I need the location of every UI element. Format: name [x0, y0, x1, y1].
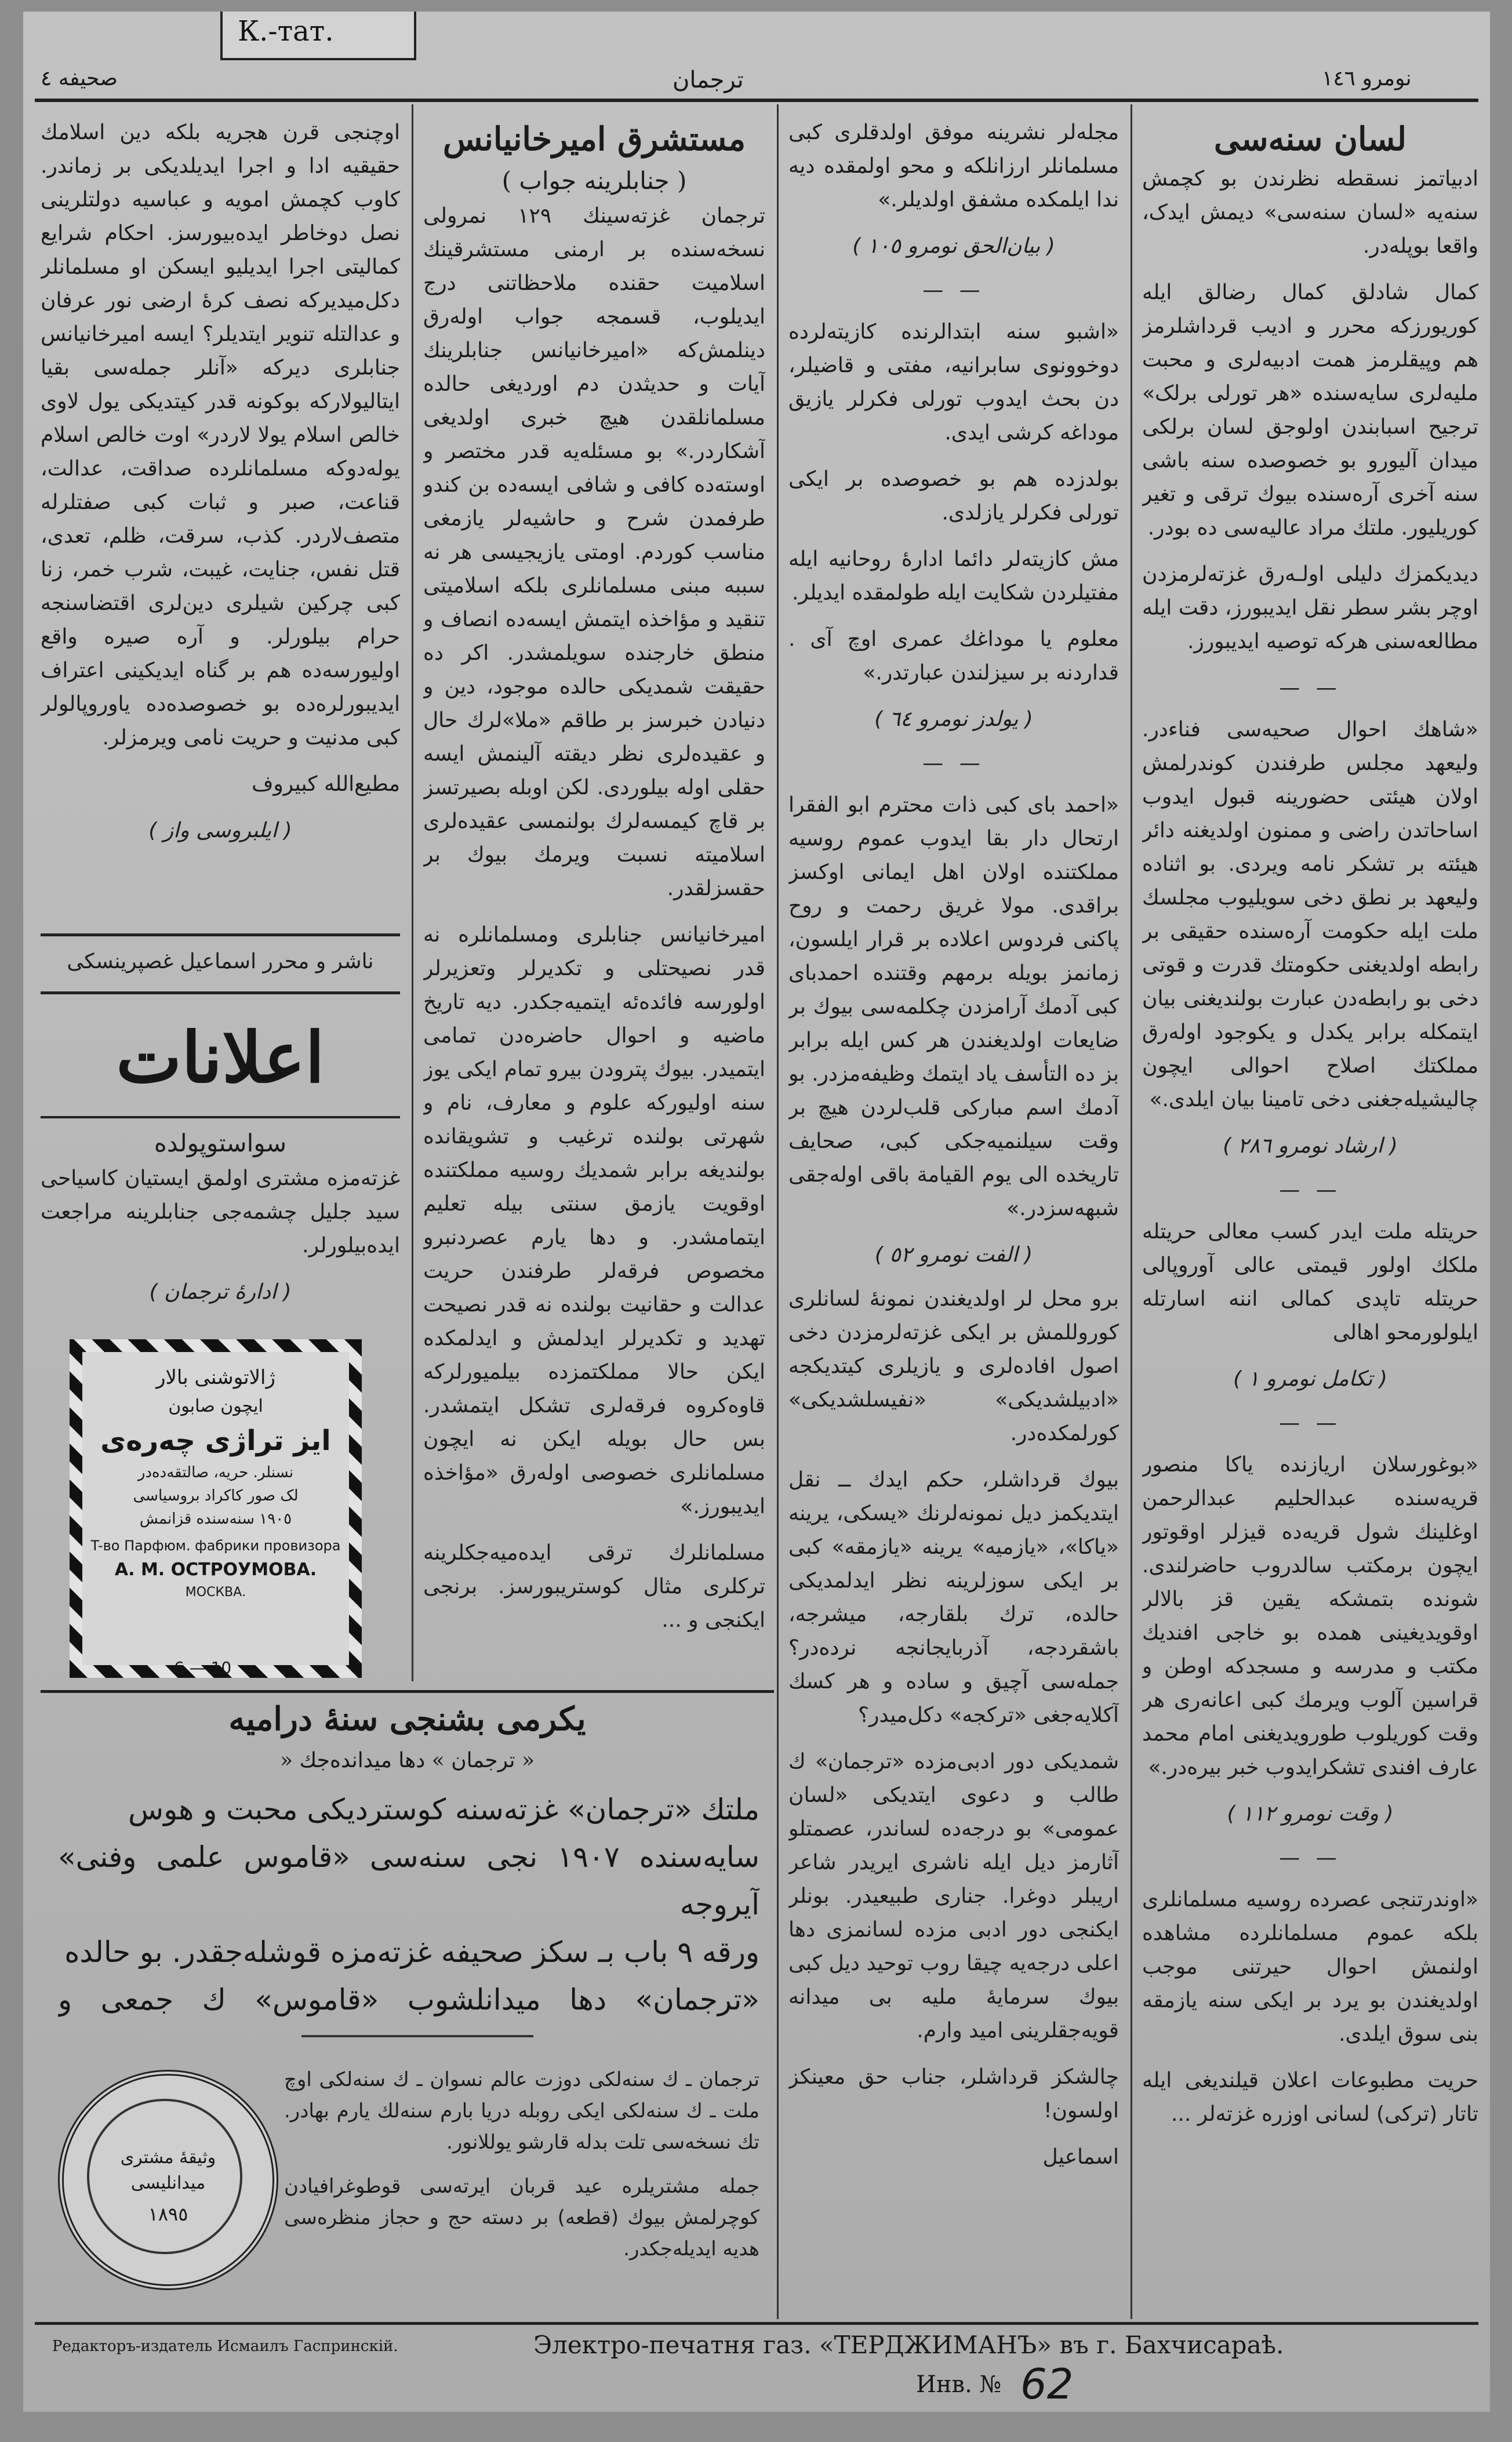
- masthead-title: ترجمان: [673, 67, 744, 93]
- ad-line: ایچون صابون: [168, 1396, 263, 1416]
- article-paragraph: «احمد بای کبی ذات محترم ابو الفقرا ارتحال دار بقا ایدوب عموم روسیه مملکتنده اولان اهل ایمانی اوکسز براقدی. مولا غریق رحمت و روح پاکنی فردوس اعلاده بر قرار ایلسون، زمانمز بویله برمهم وقتنده احمدبای کبی آدمك آرامزدن چکلمه‌سی بیوك بر ضایعات اولدیغندن هر کس ایله برابر بز ده التأسف یاد ایتمك وظیفه‌مزدر. بو آدمك اسم مبارکی قلب‌لردن هیچ بر وقت سیلنمیه‌جکی کبی، صحایف تاریخده الی یوم القیامة باقی اوله‌جقی شبهه‌سزدر.»: [788, 793, 1119, 1220]
- announcement-line: ورقه ٩ باب بـ سکز صحیفه غزته‌مزه قوشله‌جقدر. بو حالده: [64, 1935, 759, 1969]
- archive-label: Инв. №: [916, 2371, 1002, 2398]
- separator: — —: [1279, 1411, 1342, 1435]
- article-paragraph: بولدزده هم بو خصوصده بر ایکی تورلی فکرلر یازلدی.: [788, 467, 1119, 525]
- article-paragraph: «شاهك احوال صحیه‌سی فناءدر. ولیعهد مجلس طرفندن کوندرلمش اولان هیئتی حضورینه قبول ایدوب اساحاتدن راضی و ممنون اولدیغنه دائر هیئته بر تشکر نامه ویردی. بو اثناده ولیعهد بر نطق دخی سویلیوب مجلسك ملت ایله حکومت آره‌سنده حقیقی بر رابطه اولدیغنی حکومتك قدرت و قوتی دخی بو رابطه‌دن عبارت بولندیغنی بیان ایتمکله برابر یکدل و یکوجود اوله‌رق مملکتك اصلاح احوالی ایچون چالیشیله‌جغنی دخی تامینا بیان ایلدی.»: [1142, 718, 1478, 1111]
- column-rule: [1131, 104, 1132, 2319]
- column-1-title: لسان سنه‌سی: [1213, 120, 1407, 158]
- author-signature: مطیع‌الله کبیروف: [252, 772, 400, 796]
- source-citation: ( یولدز نومرو ٦٤ ): [874, 707, 1033, 731]
- article-paragraph: مجله‌لر نشرینه موفق اولدقلری کبی مسلمانلر ارزانلکه و محو اولمقده دیه ندا ایلمکده مشفق اولدیلر.»: [788, 121, 1119, 212]
- ad-product-name: ایز تراژی چه‌ره‌ی: [100, 1424, 331, 1457]
- archive-number: 62: [1020, 2360, 1074, 2408]
- poem: حریتله ملت ایدر کسب معالی حریتله ملکك اولور قیمتی عالی آوروپالی حریتله تاپدی کمالی اننه اسارتله ایلولورمحو اهالی: [1142, 1220, 1478, 1344]
- article-paragraph: بیوك قرداشلر، حکم ایدك ــ نقل ایتدیکمز دیل نمونه‌لرنك «یسکی، یرینه «یاکا»، «یازمیه» یرینه «یازمقه» کبی بر ایکی سوزلرینه نظر ایدلمدیکی حالده، ترك بلقارجه، میشرجه، باشقردجه، آذربایجانجه نرده‌در؟ جمله‌سی آچیق و ساده و هر کسك آکلایه‌جغی «ترکجه» دکل‌میدر؟: [788, 1468, 1119, 1727]
- ad-line: ژالاتوشنی بالار: [156, 1366, 275, 1389]
- article-paragraph: معلوم یا موداغك عمری اوچ آی . قداردنه بر سیزلندن عبارتدر.»: [788, 627, 1119, 685]
- ad-maker: T-во Парфюм. фабрики провизора: [90, 1538, 341, 1554]
- article-paragraph: کمال شادلق کمال رضالق ایله کوریورزکه محرر و ادیب قرداشلرمز هم وپیقلرمز همت ادبیه‌لری و محبت ملیه‌لری سایه‌سنده «هر تورلی برلک» ترجیح اسبابندن اولوجق لسان برلکی میدان آلیورو بو خصوصده سنه باشی سنه آخری آره‌سنده بیوك ترقی و تغیر کوریلیور. ملتك مراد عالیه‌سی ده بودر.: [1142, 281, 1478, 540]
- source-citation: ( تکامل نومرو ١ ): [1233, 1367, 1387, 1391]
- article-paragraph: ترجمان غزته‌سینك ١٢٩ نمرولی نسخه‌سنده بر ارمنی مستشرقینك اسلامیت حقنده ملاحظاتنی درج ایدیلوب، قسمجه جواب اوله‌رق دینلمش‌که «امیرخانیانس جنابلرینك آیات و حدیثدن دم اوردیغی حالده مسلمانلقدن هیچ خبری اولدیغی آشکاردر.» بو مسئله‌یه قدر مختصر و اوسته‌ده کافی و شافی ایسه‌ده بن کندو طرفمدن شرح و حاشیه‌لر یازمغی مناسب کوردم. اومتی یازیجیسی هر نه سببه مبنی مسلمانلری بلکه اسلامیتی تنقید و مؤاخذه ایتمش ایسه‌ده انصاف و منطق خارجنده سویلمشدر. اکر ده حقیقت شمدیکی حالده موجود، دین و دنیادن خبرسز بر طاقم «ملا»لرك حال و عقیده‌لری نظر دیقته آلینمش ایسه حقلی اوله بیلوردی. لکن اوبله بصیرتسز بر قاچ کیمسه‌لرك بولنمسی عقیده‌لری اسلامیته نسبت ویرمك بیوك بر حقسزلقدر.: [423, 204, 765, 900]
- notice-signature: ( ادارهٔ ترجمان ): [149, 1280, 292, 1304]
- article-paragraph: برو محل لر اولدیغندن نمونهٔ لسانلری کوروللمش بر ایکی غزته‌لرمزدن دخی اصول افاده‌لری و یازیلری کیتدیکجه «ادبیلشدیکی» «نفیسلشدیکی» کورلمکده‌در.: [788, 1287, 1119, 1445]
- source-citation: ( الفت نومرو ٥٢ ): [874, 1243, 1033, 1267]
- issue-number: نومرو ١٤٦: [1322, 67, 1412, 90]
- article-paragraph: شمدیکی دور ادبی‌مزده «ترجمان» ك طالب و دعوی ایتدیکی «لسان عمومی» بو درجه‌ده لساندر، عصمتلو آثارمز دیل ایله ناشری ایریدر شاعر اریبلر دوغرا. جناری طبیعیدر. بونلر ایکنجی دور ادبی مزده لسانمزی دها اعلی درجه‌یه چیقا روب توحید دیل کبی بیوك سرمایهٔ ملیه بی میدانه قویه‌جقلرینی امید وارم.: [788, 1750, 1119, 2043]
- column-4: [41, 116, 400, 916]
- article-paragraph: مش کازیته‌لر دائما ادارهٔ روحانیه ایله مفتیلردن شکایت ایله طولمقده ایدیلر.: [788, 547, 1119, 605]
- section-rule: [41, 1690, 774, 1693]
- column-3: [423, 116, 765, 1681]
- library-stamp: [220, 12, 416, 60]
- ad-code: 6 — 10: [174, 1658, 232, 1677]
- article-paragraph: امیرخانیانس جنابلری ومسلمانلره نه قدر نصیحتلی و تکدیرلر وتعزیرلر اولورسه فائده‌ئه ایتمیه‌جکدر. دیه تاریخ ماضیه و احوال حاضره‌دن تمامی ایتمیدر. بیوك پترودن بیرو تمام ایکی یوز سنه اولیورکه علوم و معارف، نام و شهرتی بولنده ترغیب و تشویقانده بولندیغه برابر شمدیك روسیه مملکتنده اوقویت یازمق سنتی بیله تعلیم ایتمامشدر. و دها یارم عصردنبرو مخصوص فرقه‌لر طرفندن حریت عدالت و حقانیت بولنده نه قدر نصیحت تهدید و تکدیرلر ایدلمش و ایدلمکده ایکن حالا مملکتمزده بیلمیورلرکه قاوه‌کروه فرقه‌لری تشکل ایتمشدر. بس حال بویله ایکن نه ایچون مسلمانلری خصوصی اوله‌رق «مؤاخذه ایدیبورز.»: [423, 923, 765, 1518]
- publisher-line: ناشر و محرر اسماعیل غصپرینسکی: [67, 950, 374, 973]
- subscription-gift: جمله مشتریلره عید قربان ایرته‌سی قوطوغرافیادن کوچرلمش بیوك (قطعه) بر دسته حج و حجاز منظره‌سی هدیه ایدیله‌جکدر.: [284, 2175, 759, 2261]
- signature: اسماعیل: [1042, 2145, 1119, 2169]
- announcement-body: [58, 1786, 759, 2029]
- section-rule: [41, 1116, 400, 1118]
- soap-advertisement: [70, 1339, 362, 1678]
- editor-imprint: Редакторъ-издатель Исмаилъ Гаспринскiй.: [52, 2338, 398, 2355]
- ad-city: МОСКВА.: [185, 1585, 246, 1600]
- announcement-line: ملتك «ترجمان» غزته‌سنه کوستردیکی محبت و هوس: [128, 1793, 759, 1826]
- announcement-line: «ترجمان» دها میدانلشوب «قاموس» ك جمعی و: [58, 1983, 759, 2016]
- section-rule: [41, 991, 400, 994]
- article-paragraph: دیدیکمزك دلیلی اولـه‌رق غزته‌لرمزدن اوچر بشر سطر نقل ایدیبورز، دقت ایله مطالعه‌سنی هرکه توصیه ایدیبورز.: [1142, 562, 1478, 653]
- article-paragraph: اوچنجی قرن هجریه بلکه دین اسلامك حقیقیه ادا و اجرا ایدیلدیکی بر زماندر. کاوب کچمش امویه و عباسیه دولتلرینی نصل دوخاطر ایده‌بیورسز. احکام شرایع کمالیتی اجرا ایدیلیو ایسکن او مسلمانلر دکل‌میدیرکه نصف کرهٔ ارضی نور عرفان و عدالتله تنویر ایتدیلر؟ ایسه امیرخانیانس جنابلری دیرکه «آنلر جمله‌سی بقیا ایتالیولارکه بوکونه قدر کیتدیکی یول لاوی خالص اسلام یولا لاردر» اوت خالص اسلام یوله‌دوکه مسلمانلرده صداقت، عدالت، قناعت، صبر و ثبات کبی صفتلرله متصف‌لاردر. کذب، سرقت، ظلم، تعدی، قتل نفس، جنایت، غیبت، شرب خمر، زنا کبی چرکین شیلری دین‌لری اقتضاسنجه حرام بیلورلر. و آره صیره واقع اولیورسه‌ده هم بر گناه ایدیکینی اعتراف ایدیبورلره‌ده بو خصوصده‌ده یاوروپالولر کبی مدنیت و حریت نامی ویرمزلر.: [41, 121, 400, 750]
- page-number-label: صحیفه ٤: [41, 67, 118, 90]
- announcement-title: یکرمی بشنجی سنهٔ درامیه: [228, 1700, 586, 1738]
- announcement-subtitle: « ترجمان » دها میدانده‌جك «: [279, 1749, 535, 1772]
- ad-maker-name: А. М. ОСТРОУМОВА.: [114, 1560, 317, 1580]
- source-citation: ( ارشاد نومرو ٢٨٦ ): [1223, 1134, 1398, 1158]
- article-paragraph: «بوغورسلان اریازنده یاکا منصور قریه‌سنده عبدالحلیم عبدالرحمن اوغلینك شول قریه‌ده قیزلر اوقوتور ایچون برمکتب سالدروب حاضرلندی. شونده بتمشکه یقین قز بالالر اوقویدیغینی همده بو خاجی افندیك مکتب و مدرسه و مسجدکه اوطن و قراسین آلوب ویرمك کبی اعانه‌ری هر وقت کوریلوب طورویدیغنی امام محمد عارف افندی تشکرایدوب خبر بیره‌در.»: [1142, 1453, 1478, 1779]
- press-imprint: Электро-печатня газ. «ТЕРДЖИМАНЪ» въ г. Бахчисараѣ.: [533, 2331, 1284, 2359]
- column-rule: [412, 104, 413, 1681]
- subscription-prices: ترجمان ـ ك سنه‌لکی دوزت عالم نسوان ـ ك سنه‌لکی اوچ ملت ـ ك سنه‌لکی ایکی روبله دریا بارم سنه‌لك یارم بهادر. تك نسخه‌سی تلت بدله قارشو یوللانور.: [284, 2068, 759, 2154]
- subscription-details: [284, 2064, 759, 2307]
- notices-heading: اعلانات: [116, 1017, 325, 1099]
- footer-rule: [35, 2322, 1478, 2325]
- article-paragraph: چالشکز قرداشلر، جناب حق معینکز اولسون!: [788, 2065, 1119, 2123]
- separator: — —: [1279, 676, 1342, 700]
- article-paragraph: «اشبو سنه ابتدالرنده کازیته‌لرده دوخوونوی سابرانیه، مفتی و قاضیلر، دن بحث ایدوب تورلی فکرلر یازیق موداغه کرشی ایدی.: [788, 320, 1119, 445]
- column-3-title: مستشرق امیرخانیانس: [442, 120, 746, 158]
- column-1: [1142, 116, 1478, 2313]
- notices-body: [41, 1125, 400, 1322]
- section-rule: [41, 933, 400, 936]
- ad-line: نسنلر. حریه، صالتقه‌ده‌در: [137, 1464, 294, 1481]
- ad-line: لک صور کاکراد بروسیاسی: [133, 1487, 299, 1505]
- source-citation: ( ایلبروسی واز ): [148, 819, 292, 842]
- subscription-seal: [58, 2070, 278, 2290]
- column-3-subtitle: ( جنابلرینه جواب ): [501, 166, 687, 195]
- source-citation: ( وقت نومرو ١١٢ ): [1227, 1802, 1394, 1826]
- header-rule: [35, 99, 1478, 102]
- seal-text: وثیقهٔ مشتری میدانلیسی: [120, 2147, 216, 2193]
- separator: — —: [922, 278, 985, 302]
- column-2: [788, 116, 1119, 2313]
- separator: — —: [1279, 1178, 1342, 1202]
- announcement-line: سایه‌سنده ١٩٠٧ نجی سنه‌سی «قاموس علمی وفنی» آیروجه: [58, 1840, 759, 1921]
- notices-subheading: سواستوپولده: [154, 1129, 287, 1157]
- separator: — —: [1279, 1846, 1342, 1870]
- seal-year: ١٨٩٥: [148, 2203, 188, 2225]
- article-paragraph: حریت مطبوعات اعلان قیلندیغی ایله تاتار (ترکی) لسانی اوزره غزته‌لر ...: [1142, 2069, 1478, 2126]
- separator: — —: [922, 751, 985, 775]
- ad-line: ١٩٠٥ سنه‌سنده قزانمش: [139, 1510, 292, 1528]
- library-stamp-text: К.-тат.: [238, 15, 334, 48]
- column-rule: [777, 104, 779, 2319]
- section-rule: [301, 2035, 533, 2037]
- article-paragraph: مسلمانلرك ترقی ایده‌میه‌جکلرینه ترکلری مثال کوستریبورسز. برنجی ایکنجی و ...: [423, 1541, 765, 1632]
- source-citation: ( بیان‌الحق نومرو ١٠٥ ): [852, 234, 1055, 258]
- newspaper-page: [23, 12, 1490, 2412]
- article-paragraph: ادبیاتمز نسقطه نظرندن بو کچمش سنه‌یه «لسان سنه‌سی» دیمش ایدک، واقعا بوپله‌در.: [1142, 167, 1478, 258]
- notice-text: غزته‌مزه مشتری اولمق ایستیان کاسیاحی سید جلیل چشمه‌جی جنابلرینه مراجعت ایده‌بیلورلر.: [41, 1167, 400, 1258]
- article-paragraph: «اوندرتنجی عصرده روسیه مسلمانلری بلکه عموم مسلمانلرده مشاهده اولنمش احوال حیرتنی موجب اولدیغندن بو یرد بر ایکی سنه یازمقه بنی سوق ایلدی.: [1142, 1888, 1478, 2046]
